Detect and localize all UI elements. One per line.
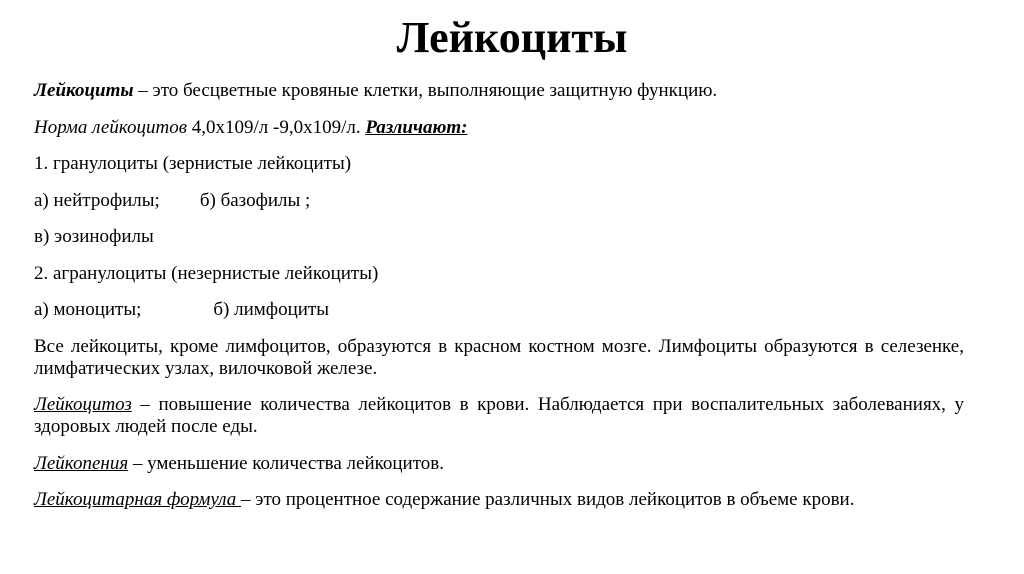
eosinophils-item: в) эозинофилы [34, 226, 154, 247]
monocytes-item: а) моноциты; [34, 299, 142, 320]
slide-content [34, 80, 964, 526]
formula-text: – это процентное содержание различных видов лейкоцитов в объеме крови. [241, 489, 855, 510]
agranulocytes-heading: 2. агранулоциты (незернистые лейкоциты) [34, 262, 379, 284]
granulocytes-items [34, 190, 964, 212]
leukocytosis-term: Лейкоцитоз [34, 394, 132, 415]
leukopenia-paragraph [34, 453, 964, 475]
definition-term: Лейкоциты [34, 80, 134, 101]
definition-paragraph [34, 80, 964, 102]
agranulocytes-items [34, 299, 964, 321]
leukopenia-term: Лейкопения [34, 452, 129, 474]
formation-paragraph: Все лейкоциты, кроме лимфоцитов, образуются в красном костном мозге. Лимфоциты образуются в селезенке, лимфатических узлах, вилочковой железе. [34, 335, 964, 379]
leukocytosis-paragraph [34, 394, 964, 438]
definition-text: – это бесцветные кровяные клетки, выполняющие защитную функцию. [133, 80, 718, 101]
neutrophils-item: а) нейтрофилы; [34, 189, 160, 211]
norm-value: 4,0х109/л -9,0х109/л. [186, 116, 366, 138]
norm-paragraph [34, 117, 964, 139]
slide-title: Лейкоциты [396, 13, 628, 62]
formula-term: Лейкоцитарная формула [34, 489, 242, 510]
lymphocytes-item: б) лимфоциты [213, 299, 330, 320]
leukocytosis-text: – повышение количества лейкоцитов в крови. Наблюдается при воспалительных заболеваниях, у здоровых людей после еды. [34, 394, 964, 437]
granulocytes-heading: 1. гранулоциты (зернистые лейкоциты) [34, 153, 352, 174]
norm-label: Норма лейкоцитов [34, 116, 187, 138]
formula-paragraph [34, 489, 964, 511]
leukopenia-text: – уменьшение количества лейкоцитов. [128, 452, 445, 474]
distinguish-label: Различают: [365, 116, 468, 138]
basophils-item: б) базофилы ; [199, 189, 311, 211]
